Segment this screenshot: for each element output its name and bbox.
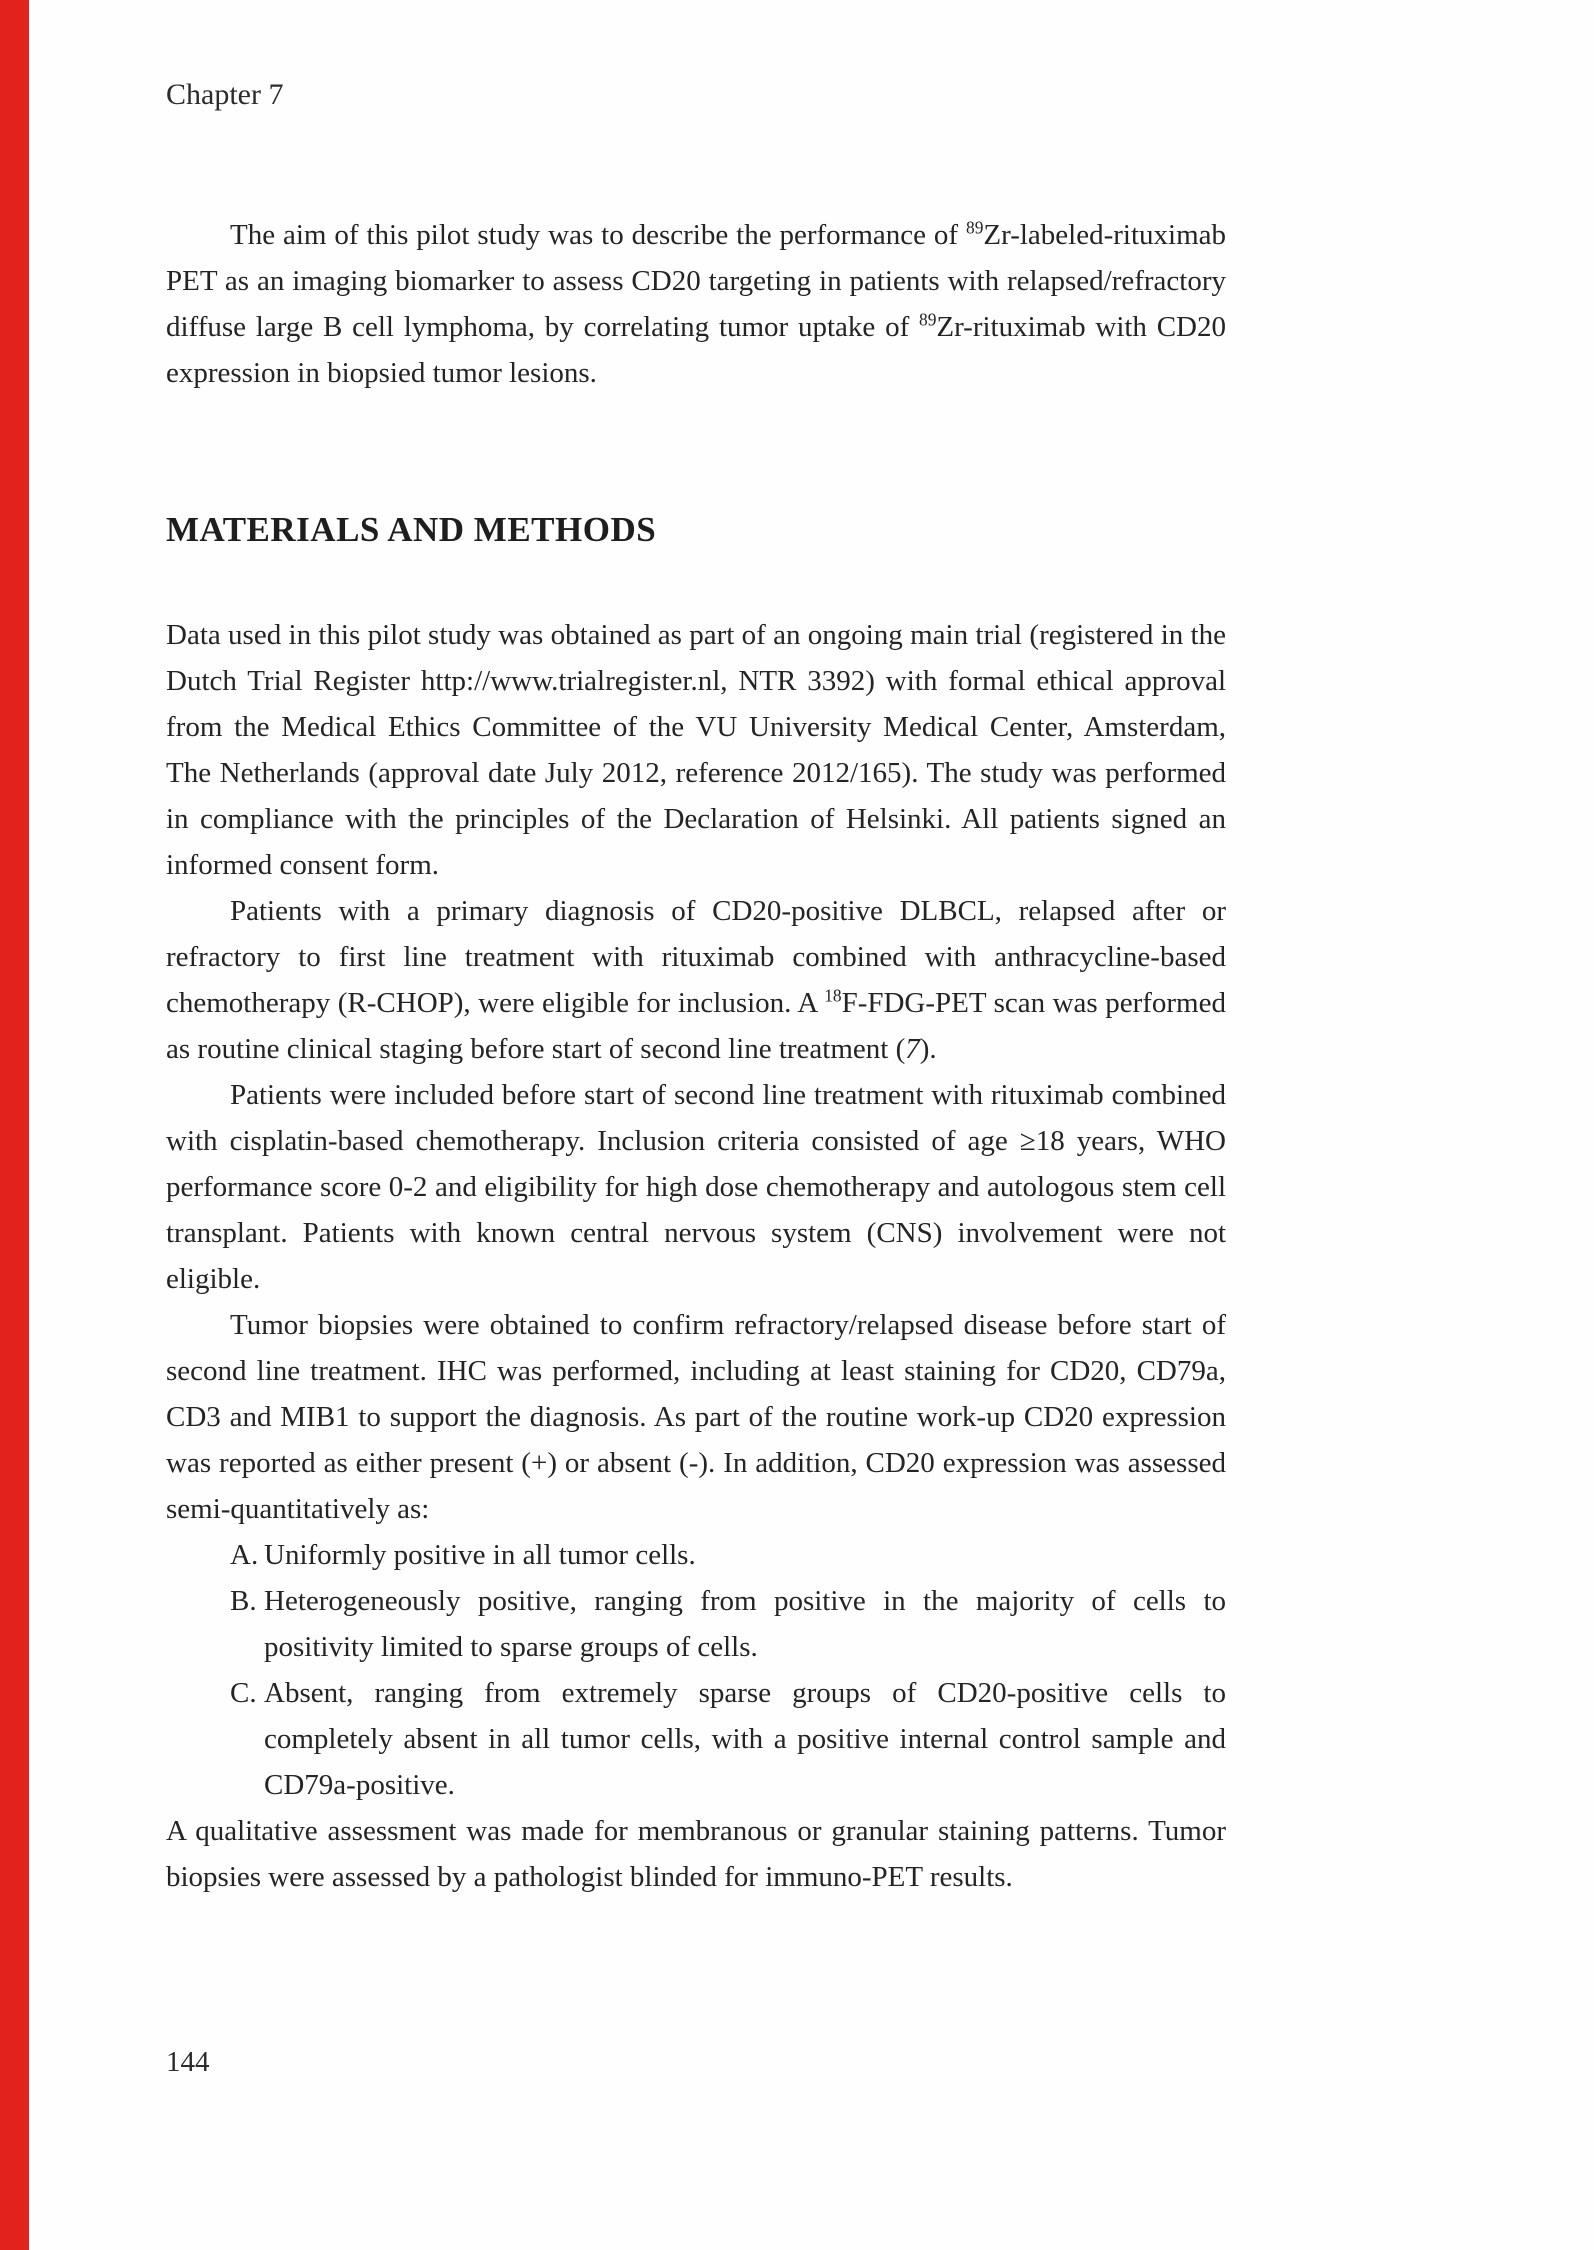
spine-accent-stripe [0,0,29,2250]
citation-reference-7: 7 [905,1033,920,1065]
list-item-marker: B. [230,1585,257,1617]
intro-text-3: Zr-rituximab with CD20 expression in biopsied tumor lesions. [166,311,1226,389]
chapter-header: Chapter 7 [166,78,284,111]
intro-text-1: The aim of this pilot study was to describe the performance of [230,219,967,251]
section-heading: MATERIALS AND METHODS [166,510,657,549]
list-item [230,1670,1226,1808]
intro-paragraph [166,212,1226,396]
list-item-text: Uniformly positive in all tumor cells. [264,1539,696,1571]
paragraph-closing: A qualitative assessment was made for membranous or granular staining patterns. Tumor biopsies were assessed by a pathologist blinded for immuno-PET results. [166,1815,1226,1893]
section-body [166,612,1226,1900]
paragraph-inclusion-text-3: ). [919,1033,937,1065]
list-item [230,1578,1226,1670]
list-item [230,1532,1226,1578]
paragraph-criteria: Patients were included before start of second line treatment with rituximab combined with cisplatin-based chemotherapy. Inclusion criteria consisted of age ≥18 years, WHO performance score 0-2 and eligibility for high dose chemotherapy and autologous stem cell transplant. Patients with known central nervous system (CNS) involvement were not eligible. [166,1079,1226,1295]
intro-text-2: Zr-labeled-rituximab PET as an imaging biomarker to assess CD20 targeting in patients with relapsed/refractory diffuse large B cell lymphoma, by correlating tumor uptake of [166,219,1226,343]
list-item-text: Heterogeneously positive, ranging from positive in the majority of cells to positivity limited to sparse groups of cells. [264,1585,1226,1663]
list-item-text: Absent, ranging from extremely sparse groups of CD20-positive cells to completely absent in all tumor cells, with a positive internal control sample and CD79a-positive. [264,1677,1226,1801]
page-number: 144 [166,2046,210,2078]
assessment-list [166,1532,1226,1808]
superscript-18-f: 18 [824,985,842,1006]
paragraph-trial-registration: Data used in this pilot study was obtained as part of an ongoing main trial (registered in the Dutch Trial Register http://www.trialregister.nl, NTR 3392) with formal ethical approval from the Medical Ethics Committee of the VU University Medical Center, Amsterdam, The Netherlands (approval date July 2012, reference 2012/165). The study was performed in compliance with the principles of the Declaration of Helsinki. All patients signed an informed consent form. [166,619,1226,881]
superscript-89-zr-2: 89 [919,309,937,330]
paragraph-biopsies: Tumor biopsies were obtained to confirm refractory/relapsed disease before start of second line treatment. IHC was performed, including at least staining for CD20, CD79a, CD3 and MIB1 to support the diagnosis. As part of the routine work-up CD20 expression was reported as either present (+) or absent (-). In addition, CD20 expression was assessed semi-quantitatively as: [166,1309,1226,1525]
paragraph-inclusion-text-1: Patients with a primary diagnosis of CD20-positive DLBCL, relapsed after or refractory to first line treatment with rituximab combined with anthracycline-based chemotherapy (R-CHOP), were eligible for inclusion. A [166,895,1226,1019]
paragraph-inclusion-text-2: F-FDG-PET scan was performed as routine clinical staging before start of second line treatment ( [166,987,1226,1065]
list-item-marker: C. [230,1677,257,1709]
paragraph-inclusion [166,888,1226,1072]
superscript-89-zr-1: 89 [966,217,984,238]
list-item-marker: A. [230,1539,259,1571]
